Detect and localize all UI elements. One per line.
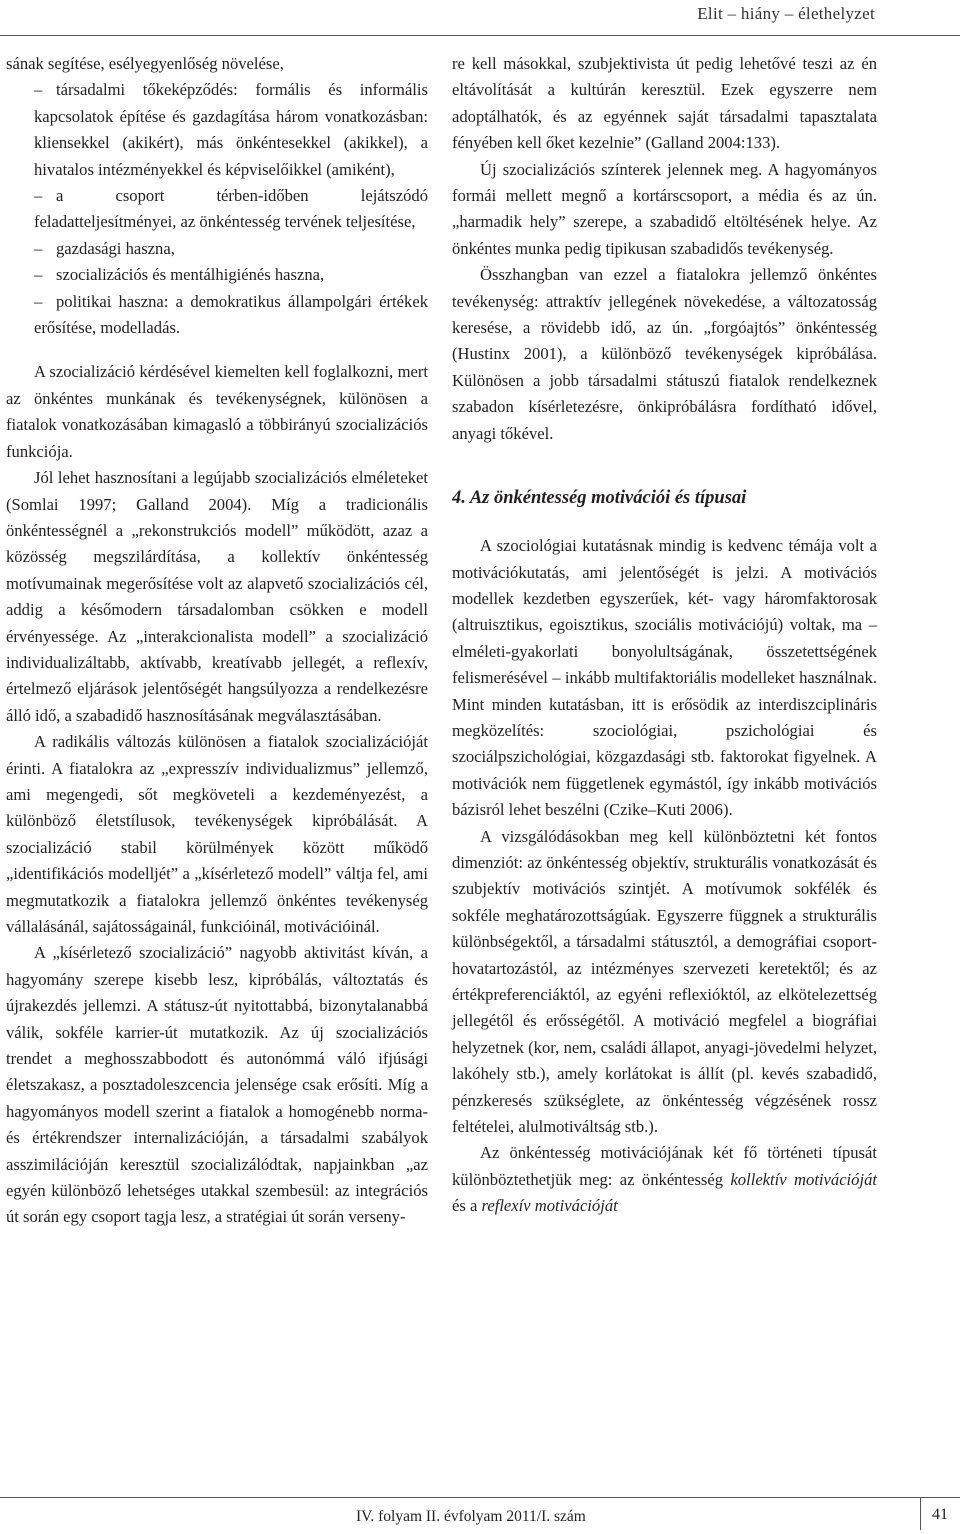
list-item-text: szocializációs és mentálhigiénés haszna, <box>56 265 325 285</box>
paragraph: A vizsgálódásokban meg kell különböztetni két fontos dimenziót: az önkéntesség objektív, strukturális vonatkozását és szubjektív motivációs szintjét. A motívumok sokfélék és sokféle meghatározottságúak. Egyszerre függnek a strukturális különbségektől, a társadalmi státusztól, a demográfiai csoport-hovatartozástól, az intézményes szervezeti keretektől; és az értékpreferenciáktól, az egyéni reflexióktól, az elkötelezettség jellegétől és erősségétől. A motiváció megfelel a biográfiai helyzetnek (kor, nem, családi állapot, anyagi-jövedelmi helyzet, lakóhely stb.), amely korlátokat is állít (pl. kevés szabadidő, pénzkeresés szükséglete, az önkéntesség végzésének rossz feltételei, alulmotiváltság stb.). <box>452 826 877 1137</box>
running-header: Elit – hiány – élethelyzet <box>697 4 875 23</box>
emphasis: kollektív motivációját <box>730 1169 877 1189</box>
header-rule <box>0 35 960 36</box>
list-item: – gazdasági haszna, <box>34 238 175 258</box>
right-column <box>452 51 877 1220</box>
paragraph: re kell másokkal, szubjektivista út pedig lehetővé teszi az én eltávolítását a kultúrán keresztül. Ezek egyszerre nem adoptálhatók, és az egyénnek saját társadalmi tapasztalata fényében kell őket kezelnie” (Galland 2004:133). <box>452 54 877 153</box>
footer-issue: IV. folyam II. évfolyam 2011/I. szám <box>356 1508 586 1525</box>
paragraph: A radikális változás különösen a fiatalok szocializációját érinti. A fiatalokra az „expresszív individualizmus” jellemző, ami megengedi, sőt megköveteli a kezdeményezést, a különböző életstílusok, tevékenységek kipróbálását. A szocializáció stabil körülmények között működő „identifikációs modelljét” a „kísérletező modell” váltja fel, ami megmutatkozik a fiatalokra jellemző önkéntes tevékenység vállalásánál, sajátosságainál, funkcióinál, motivációinál. <box>6 732 428 936</box>
list-item: – társadalmi tőkeképződés: formális és informális kapcsolatok építése és gazdagítása három vonatkozásban: kliensekkel (akikért), más önkéntesekkel (akikkel), a hivatalos intézményekkel és képviselőikkel (amiként), <box>34 80 428 179</box>
page-number: 41 <box>932 1506 948 1523</box>
paragraph: A szociológiai kutatásnak mindig is kedvenc témája volt a motivációkutatás, ami jelentőségét is jelzi. A motivációs modellek kezdetben egyszerűek, két- vagy háromfaktorosak (altruisztikus, egoisztikus, szociális motivációjú) voltak, ma – elméleti-gyakorlati bonyolultságának, összetettségének felismerésével – inkább multifaktoriális modelleket használnak. Mint minden kutatásban, itt is erősödik az interdiszciplináris megközelítés: szociológiai, pszichológiai és szociálpszichológiai, közgazdasági stb. faktorokat figyelnek. A motivációk nem függetlenek egymástól, így inkább motivációs bázisról lehet beszélni (Czike–Kuti 2006). <box>452 536 877 820</box>
list-item-text: társadalmi tőkeképződés: formális és informális kapcsolatok építése és gazdagítása három vonatkozásban: kliensekkel (akikért), más önkéntesekkel (akikkel), a hivatalos intézményekkel és képviselőikkel (amiként), <box>34 80 428 179</box>
paragraph: A „kísérletező szocializáció” nagyobb aktivitást kíván, a hagyomány szerepe kisebb lesz, kipróbálás, változtatás és újrakezdés jellemzi. A státusz-út nyitottabbá, bizonytalanabbá válik, sokféle karrier-út mutatkozik. Az új szocializációs trendet a meghosszabbodott és autonómmá váló ifjúsági életszakasz, a posztadoleszcencia jelensége csak erősíti. Míg a hagyományos modell szerint a fiatalok a homogénebb norma- és értékrendszer internalizációján, a társadalmi szabályok asszimilációján keresztül szocializálódtak, napjainkban „az egyén különböző lehetséges utakkal szembesül: az integrációs út során egy csoport tagja lesz, a stratégiai út során verseny- <box>6 943 428 1227</box>
section-heading: 4. Az önkéntesség motivációi és típusai <box>452 488 747 509</box>
list-item: – a csoport térben-időben lejátszódó feladatteljesítményei, az önkéntesség tervének teljesítése, <box>34 186 428 232</box>
paragraph <box>452 1140 877 1219</box>
paragraph: Jól lehet hasznosítani a legújabb szocializációs elméleteket (Somlai 1997; Galland 2004). Míg a tradicionális önkéntességnél a „rekonstrukciós modell” működött, azaz a közösség megszilárdítása, a kollektív önkéntesség motívumainak megerősítése volt az alapvető szocializációs cél, addig a későmodern társadalomban csökken e modell érvényessége. Az „interakcionalista modell” a szocializáció individualizáltabb, aktívabb, kreatívabb jellegét, a reflexív, értelmező eljárások jelentőségét hangsúlyozza a rendelkezésre álló idő, a szabadidő hasznosításának megválasztásában. <box>6 468 428 725</box>
paragraph: Új szocializációs színterek jelennek meg. A hagyományos formái mellett megnő a kortárscsoport, a média és az ún. „harmadik hely” szerepe, a szabadidő eltöltésének helye. Az önkéntes munka pedig tipikusan szabadidős tevékenység. <box>452 159 877 258</box>
list-item: – szocializációs és mentálhigiénés haszna, <box>34 265 325 285</box>
page-number-divider <box>920 1498 921 1530</box>
paragraph: sának segítése, esélyegyenlőség növelése, <box>6 54 284 73</box>
list-item-text: a csoport térben-időben lejátszódó feladatteljesítményei, az önkéntesség tervének teljesítése, <box>34 186 428 232</box>
emphasis: reflexív motivációját <box>481 1196 618 1216</box>
list-item: – politikai haszna: a demokratikus állampolgári értékek erősítése, modelladás. <box>34 291 428 338</box>
footer-rule <box>0 1497 960 1498</box>
list-item-text: politikai haszna: a demokratikus állampolgári értékek erősítése, modelladás. <box>34 291 428 338</box>
left-column <box>6 51 428 1231</box>
paragraph: Összhangban van ezzel a fiatalokra jellemző önkéntes tevékenység: attraktív jellegének növekedése, a változatosság keresése, a rövidebb idő, az ún. „forgóajtós” önkéntesség (Hustinx 2001), a különböző tevékenységek kipróbálása. Különösen a jobb társadalmi státuszú fiatalok rendelkeznek szabadon kísérletezésre, önkipróbálásra fordítható idővel, anyagi tőkével. <box>452 265 877 443</box>
list-item-text: gazdasági haszna, <box>56 238 175 258</box>
paragraph-text: Az önkéntesség motivációjának két fő történeti típusát különböztethetjük meg: az önkéntesség <box>452 1143 877 1189</box>
paragraph-text: és a <box>452 1196 478 1216</box>
paragraph: A szocializáció kérdésével kiemelten kell foglalkozni, mert az önkéntes munkának és tevékenységnek, különösen a fiatalok vonatkozásában kimagasló a többirányú szocializációs funkciója. <box>6 362 428 461</box>
